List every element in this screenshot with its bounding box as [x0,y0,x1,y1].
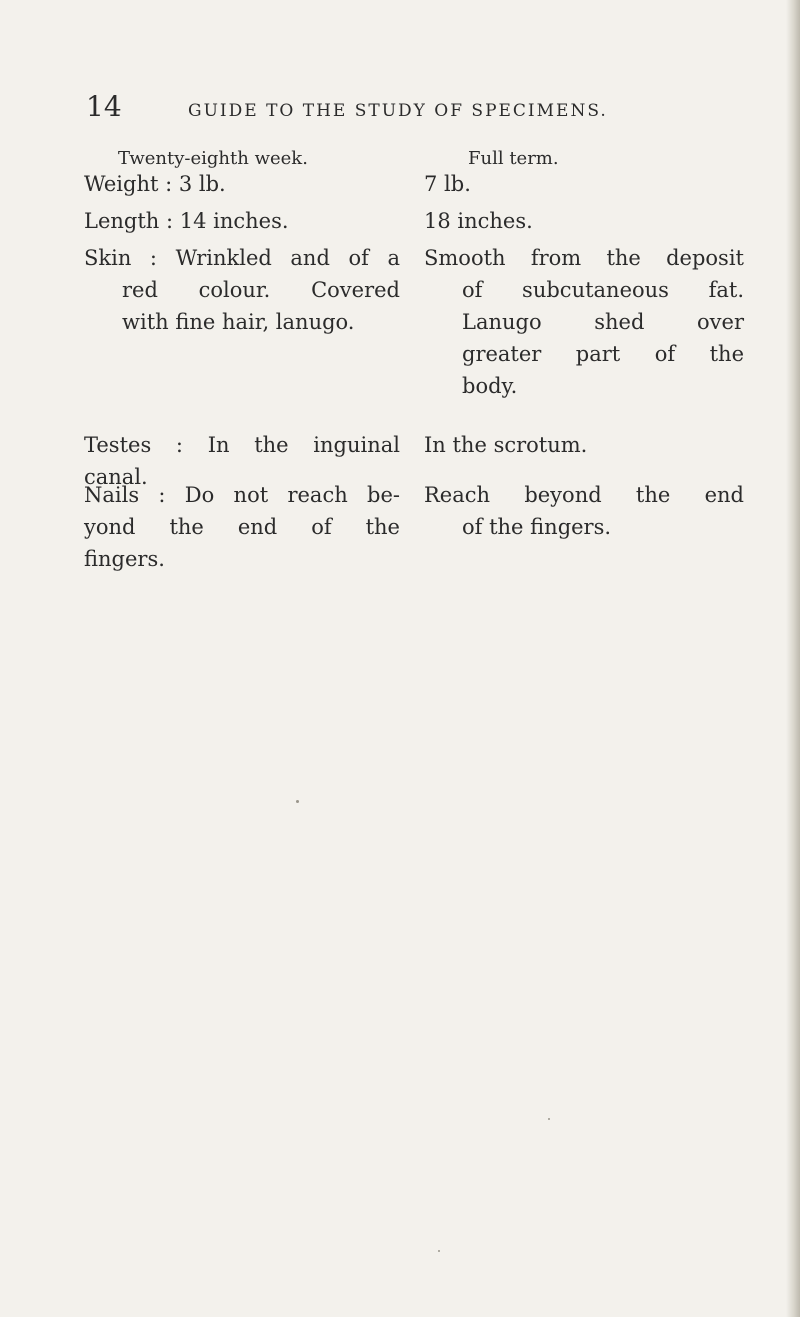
entry-line: Skin : Wrinkled and of a [84,246,400,270]
entry-length [84,205,400,237]
entry-line: red colour. Covered [122,278,400,302]
entry-line: In the scrotum. [424,433,588,457]
entry-line: Nails : Do not reach be- [84,483,400,507]
entry-line: greater part of the [462,342,744,366]
entry-skin [84,242,400,338]
entry-line: 7 lb. [424,172,471,196]
entry-testes [424,429,744,461]
entry-line: canal. [84,465,148,489]
entry-weight [84,168,400,200]
entry-line: Reach beyond the end [424,483,744,507]
entry-line: with fine hair, lanugo. [122,310,355,334]
running-title: GUIDE TO THE STUDY OF SPECIMENS. [188,101,608,121]
entry-line: of subcutaneous fat. [462,278,744,302]
entry-line: of the fingers. [462,515,612,539]
entry-weight [424,168,744,200]
entry-line: Length : 14 inches. [84,209,289,233]
column-heading: Twenty-eighth week. [118,148,308,169]
entry-line: fingers. [84,547,165,571]
page-edge-shadow [786,0,800,1317]
entry-line: Smooth from the deposit [424,246,744,270]
paper-speck [548,1118,550,1120]
paper-speck [438,1250,440,1252]
entry-length [424,205,744,237]
entry-line: Testes : In the inguinal [84,433,400,457]
column-heading: Full term. [468,148,559,169]
paper-speck [296,800,299,803]
entry-line: yond the end of the [84,515,400,539]
running-head [86,92,686,132]
entry-line: 18 inches. [424,209,533,233]
page-number: 14 [86,90,122,123]
entry-line: Weight : 3 lb. [84,172,226,196]
entry-line: Lanugo shed over [462,310,744,334]
entry-nails [84,479,400,575]
entry-nails [424,479,744,543]
entry-line: body. [462,374,518,398]
entry-skin [424,242,744,402]
